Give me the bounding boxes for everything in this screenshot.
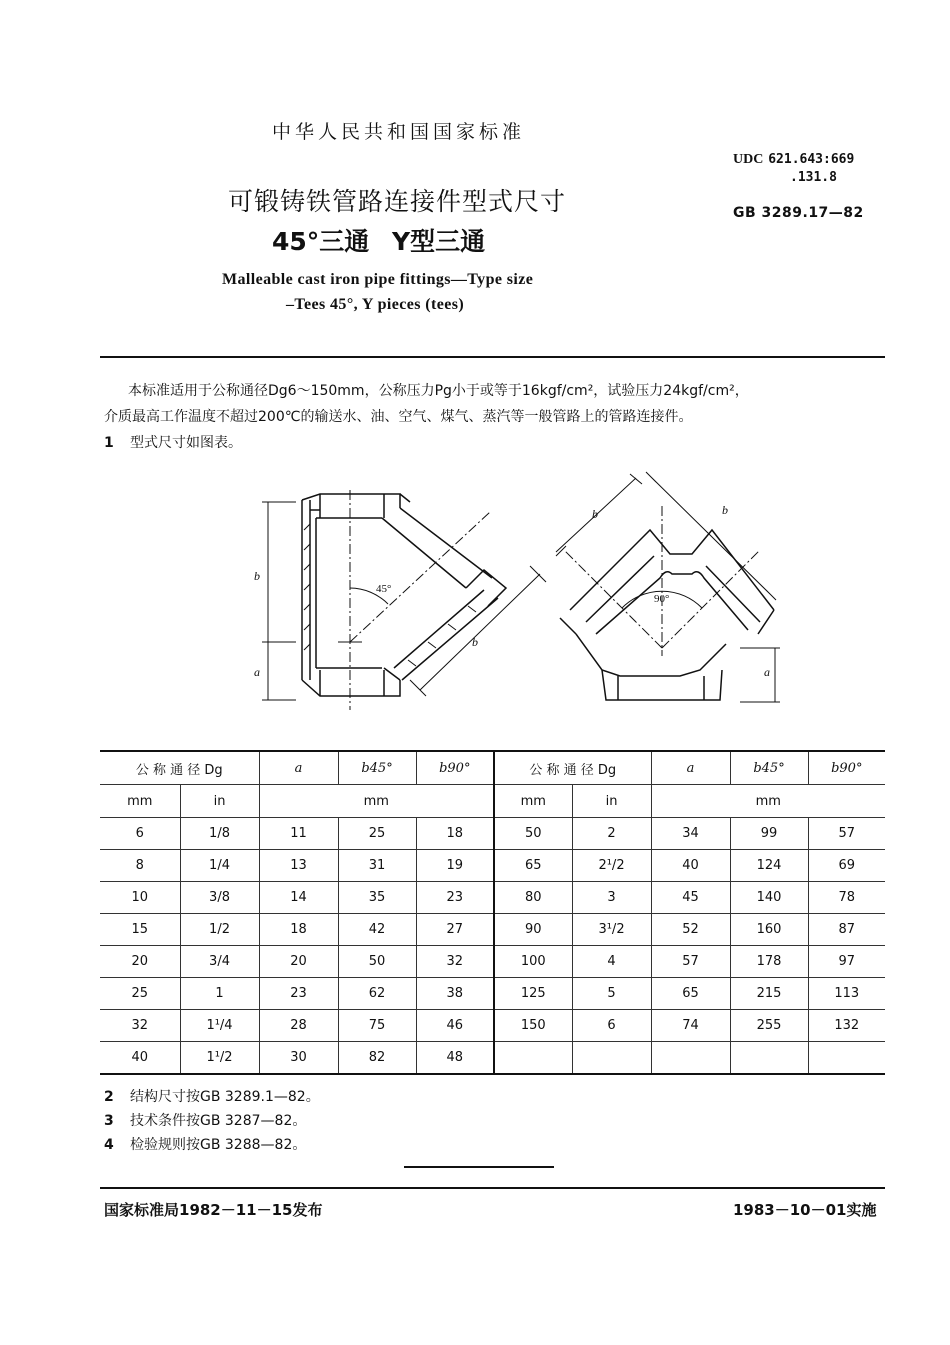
- table-row: [100, 1010, 885, 1042]
- issue-date: 国家标准局1982－11－15发布: [104, 1201, 323, 1219]
- left-b90-cell: 27: [416, 914, 494, 946]
- left-in-cell: 1: [180, 978, 259, 1010]
- subtitle-cn: 45°三通 Y型三通: [272, 227, 486, 256]
- left-a-cell: 30: [259, 1042, 338, 1074]
- left-a-cell: 14: [259, 882, 338, 914]
- table-unit-row: [100, 785, 885, 818]
- left-a-cell: 13: [259, 850, 338, 882]
- right-in-cell: 2: [572, 818, 651, 850]
- table-header-row: [100, 752, 885, 785]
- right-b45-cell: 140: [730, 882, 808, 914]
- left-in-cell: 3/4: [180, 946, 259, 978]
- right-b90-cell: 132: [808, 1010, 885, 1042]
- left-a-cell: 23: [259, 978, 338, 1010]
- right-b90-cell: 97: [808, 946, 885, 978]
- head-b45-left: b45°: [338, 752, 416, 785]
- right-b90-cell: 69: [808, 850, 885, 882]
- unit-mm-left: mm: [100, 785, 180, 818]
- header-divider: [100, 356, 885, 358]
- right-b45-cell: 255: [730, 1010, 808, 1042]
- right-in-cell: 6: [572, 1010, 651, 1042]
- left-b45-cell: 82: [338, 1042, 416, 1074]
- left-mm-cell: 10: [100, 882, 180, 914]
- left-b-label: b: [254, 569, 260, 583]
- right-b45-cell: [730, 1042, 808, 1074]
- right-mm-cell: 80: [494, 882, 572, 914]
- right-mm-cell: 150: [494, 1010, 572, 1042]
- unit-in-left: in: [180, 785, 259, 818]
- standard-body-title: 中华人民共和国国家标准: [272, 121, 526, 143]
- right-b45-cell: 99: [730, 818, 808, 850]
- left-b90-cell: 32: [416, 946, 494, 978]
- left-angle-label: 45°: [376, 583, 392, 595]
- right-b45-cell: 178: [730, 946, 808, 978]
- implementation-date: 1983－10－01实施: [733, 1201, 877, 1219]
- head-a-left: a: [259, 752, 338, 785]
- left-b-diag-label: b: [472, 635, 478, 649]
- left-a-cell: 18: [259, 914, 338, 946]
- right-a-cell: 45: [651, 882, 730, 914]
- right-mm-cell: 90: [494, 914, 572, 946]
- footer-rule: [100, 1187, 885, 1189]
- right-mm-cell: 125: [494, 978, 572, 1010]
- left-mm-cell: 6: [100, 818, 180, 850]
- right-a-cell: [651, 1042, 730, 1074]
- section-1-number: 1: [104, 435, 114, 451]
- right-b45-cell: 215: [730, 978, 808, 1010]
- left-mm-cell: 20: [100, 946, 180, 978]
- left-b45-cell: 50: [338, 946, 416, 978]
- udc-line1: 621.643:669: [768, 152, 855, 167]
- right-in-cell: 5: [572, 978, 651, 1010]
- head-b90-left: b90°: [416, 752, 494, 785]
- left-in-cell: 3/8: [180, 882, 259, 914]
- left-b45-cell: 25: [338, 818, 416, 850]
- left-b90-cell: 38: [416, 978, 494, 1010]
- right-b90-cell: [808, 1042, 885, 1074]
- right-mm-cell: 65: [494, 850, 572, 882]
- tee-45-drawing: [262, 490, 546, 710]
- left-in-cell: 1/8: [180, 818, 259, 850]
- item-4: [104, 1134, 306, 1154]
- unit-dims-right: mm: [651, 785, 885, 818]
- right-mm-cell: [494, 1042, 572, 1074]
- right-mm-cell: 100: [494, 946, 572, 978]
- left-b45-cell: 75: [338, 1010, 416, 1042]
- right-in-cell: 3¹/2: [572, 914, 651, 946]
- unit-dims-left: mm: [259, 785, 494, 818]
- left-in-cell: 1¹/4: [180, 1010, 259, 1042]
- scope-paragraph-line1: 本标准适用于公称通径Dg6～150mm，公称压力Pg小于或等于16kgf/cm²，试验压力24kgf/cm²，: [128, 383, 749, 399]
- item-3-number: 3: [104, 1113, 114, 1129]
- y-tee-90-drawing: [556, 472, 780, 702]
- item-3: [104, 1110, 306, 1130]
- table-row: [100, 946, 885, 978]
- right-b45-cell: 124: [730, 850, 808, 882]
- right-a-cell: 34: [651, 818, 730, 850]
- left-a-cell: 11: [259, 818, 338, 850]
- right-in-cell: 3: [572, 882, 651, 914]
- title-en-line1: Malleable cast iron pipe fittings—Type size: [222, 271, 534, 288]
- item-2-number: 2: [104, 1089, 114, 1105]
- left-b90-cell: 19: [416, 850, 494, 882]
- left-b45-cell: 42: [338, 914, 416, 946]
- table-bottom-rule: [100, 1073, 885, 1075]
- head-b45-right: b45°: [730, 752, 808, 785]
- left-b90-cell: 18: [416, 818, 494, 850]
- left-b45-cell: 62: [338, 978, 416, 1010]
- gb-code: GB 3289.17—82: [733, 205, 864, 221]
- head-dg-right: 公 称 通 径 Dg: [494, 752, 651, 785]
- left-mm-cell: 15: [100, 914, 180, 946]
- right-b90-cell: 57: [808, 818, 885, 850]
- right-in-cell: [572, 1042, 651, 1074]
- table-row: [100, 882, 885, 914]
- left-in-cell: 1/4: [180, 850, 259, 882]
- left-in-cell: 1¹/2: [180, 1042, 259, 1074]
- udc-label: UDC: [733, 152, 764, 167]
- left-b90-cell: 48: [416, 1042, 494, 1074]
- head-a-right: a: [651, 752, 730, 785]
- left-mm-cell: 25: [100, 978, 180, 1010]
- item-4-number: 4: [104, 1137, 114, 1153]
- left-b90-cell: 46: [416, 1010, 494, 1042]
- right-b1-label: b: [592, 507, 598, 521]
- unit-in-right: in: [572, 785, 651, 818]
- item-2: [104, 1086, 320, 1106]
- left-mm-cell: 40: [100, 1042, 180, 1074]
- item-3-text: 技术条件按GB 3287—82。: [130, 1113, 307, 1129]
- right-a-cell: 57: [651, 946, 730, 978]
- right-in-cell: 2¹/2: [572, 850, 651, 882]
- right-a-label: a: [764, 665, 770, 679]
- table-row: [100, 850, 885, 882]
- left-b45-cell: 31: [338, 850, 416, 882]
- left-a-label: a: [254, 665, 260, 679]
- head-dg-left: 公 称 通 径 Dg: [100, 752, 259, 785]
- fittings-drawing: [240, 470, 800, 720]
- udc-code: [733, 151, 854, 168]
- left-b90-cell: 23: [416, 882, 494, 914]
- left-b45-cell: 35: [338, 882, 416, 914]
- scope-paragraph-line2: 介质最高工作温度不超过200℃的输送水、油、空气、煤气、蒸汽等一般管路上的管路连接件。: [104, 409, 693, 425]
- udc-line2: .131.8: [790, 170, 837, 185]
- right-a-cell: 52: [651, 914, 730, 946]
- left-mm-cell: 32: [100, 1010, 180, 1042]
- dimension-table: [100, 752, 885, 1074]
- right-b90-cell: 87: [808, 914, 885, 946]
- left-a-cell: 28: [259, 1010, 338, 1042]
- right-b2-label: b: [722, 503, 728, 517]
- right-a-cell: 74: [651, 1010, 730, 1042]
- right-in-cell: 4: [572, 946, 651, 978]
- item-2-text: 结构尺寸按GB 3289.1—82。: [130, 1089, 320, 1105]
- table-row: [100, 1042, 885, 1074]
- right-a-cell: 65: [651, 978, 730, 1010]
- table-row: [100, 914, 885, 946]
- right-a-cell: 40: [651, 850, 730, 882]
- table-row: [100, 978, 885, 1010]
- end-mark-rule: [404, 1166, 554, 1168]
- right-mm-cell: 50: [494, 818, 572, 850]
- head-b90-right: b90°: [808, 752, 885, 785]
- left-a-cell: 20: [259, 946, 338, 978]
- right-b90-cell: 78: [808, 882, 885, 914]
- item-4-text: 检验规则按GB 3288—82。: [130, 1137, 307, 1153]
- section-1-text: 型式尺寸如图表。: [130, 435, 242, 451]
- unit-mm-right: mm: [494, 785, 572, 818]
- left-in-cell: 1/2: [180, 914, 259, 946]
- left-mm-cell: 8: [100, 850, 180, 882]
- section-1: [104, 430, 242, 456]
- right-b90-cell: 113: [808, 978, 885, 1010]
- title-cn: 可锻铸铁管路连接件型式尺寸: [228, 187, 567, 216]
- right-b45-cell: 160: [730, 914, 808, 946]
- right-angle-label: 90°: [654, 593, 670, 605]
- title-en-line2: –Tees 45°, Y pieces (tees): [286, 296, 465, 313]
- table-row: [100, 818, 885, 850]
